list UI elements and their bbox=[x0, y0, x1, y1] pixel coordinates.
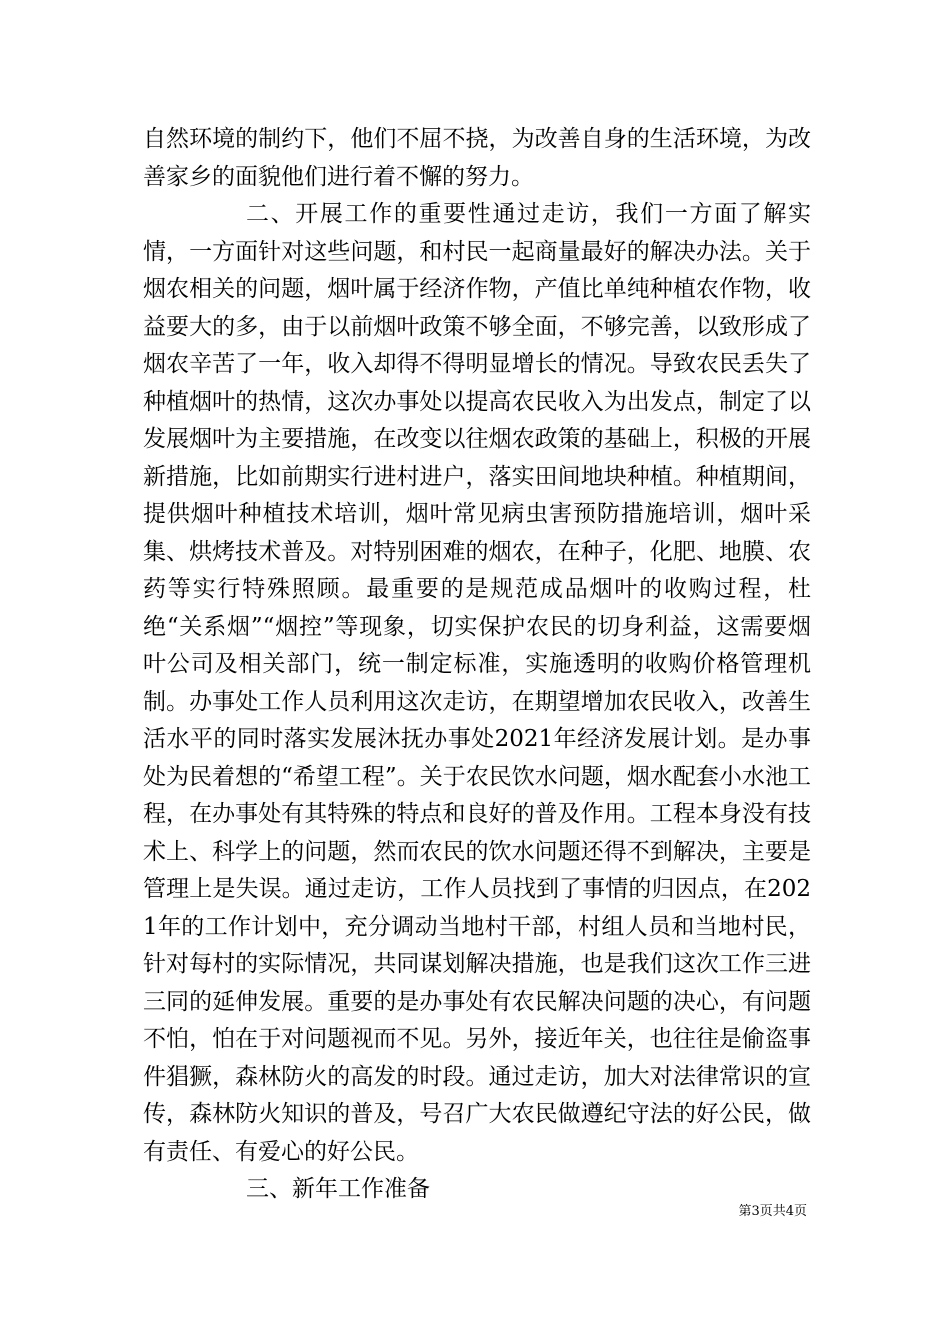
page-number-footer: 第3页共4页 bbox=[738, 1204, 807, 1219]
document-body bbox=[143, 121, 811, 1209]
section-heading-three: 三、新年工作准备 bbox=[246, 1176, 430, 1202]
paragraph-section-two: 二、开展工作的重要性通过走访，我们一方面了解实情，一方面针对这些问题，和村民一起商量最好的解决办法。关于烟农相关的问题，烟叶属于经济作物，产值比单纯种植农作物，收益要大的多，由于以前烟叶政策不够全面，不够完善，以致形成了烟农辛苦了一年，收入却得不得明显增长的情况。导致农民丢失了种植烟叶的热情，这次办事处以提高农民收入为出发点，制定了以发展烟叶为主要措施，在改变以往烟农政策的基础上，积极的开展新措施，比如前期实行进村进户，落实田间地块种植。种植期间，提供烟叶种植技术培训，烟叶常见病虫害预防措施培训，烟叶采集、烘烤技术普及。对特别困难的烟农，在种子，化肥、地膜、农药等实行特殊照顾。最重要的是规范成品烟叶的收购过程，杜绝“关系烟”“烟控”等现象，切实保护农民的切身利益，这需要烟叶公司及相关部门，统一制定标准，实施透明的收购价格管理机制。办事处工作人员利用这次走访，在期望增加农民收入，改善生活水平的同时落实发展沐抚办事处2021年经济发展计划。是办事处为民着想的“希望工程”。关于农民饮水问题，烟水配套小水池工程，在办事处有其特殊的特点和良好的普及作用。工程本身没有技术上、科学上的问题，然而农民的饮水问题还得不到解决，主要是管理上是失误。通过走访，工作人员找到了事情的归因点，在2021年的工作计划中，充分调动当地村干部，村组人员和当地村民，针对每村的实际情况，共同谋划解决措施，也是我们这次工作三进三同的延伸发展。重要的是办事处有农民解决问题的决心，有问题不怕，怕在于对问题视而不见。另外，接近年关，也往往是偷盗事件猖獗，森林防火的高发的时段。通过走访，加大对法律常识的宣传，森林防火知识的普及，号召广大农民做遵纪守法的好公民，做有责任、有爱心的好公民。 bbox=[143, 201, 811, 1165]
paragraph-continuation: 自然环境的制约下，他们不屈不挠，为改善自身的生活环境，为改善家乡的面貌他们进行着不懈的努力。 bbox=[143, 126, 811, 190]
